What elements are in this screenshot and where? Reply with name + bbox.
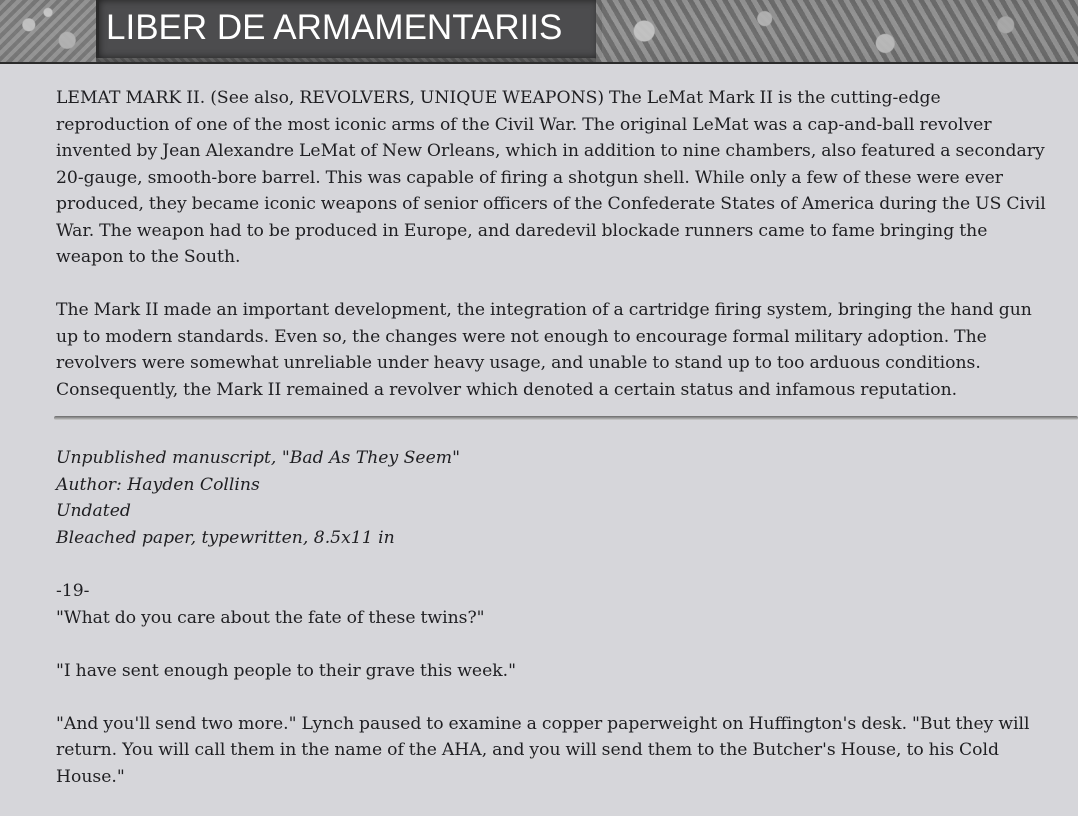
document-material: Bleached paper, typewritten, 8.5x11 in (56, 527, 395, 548)
story-line-2: "I have sent enough people to their grave this week." (56, 660, 517, 681)
story-line-1: "What do you care about the fate of these twins?" (56, 607, 485, 628)
entry-body (56, 85, 1056, 403)
entry-paragraph-1: LEMAT MARK II. (See also, REVOLVERS, UNIQUE WEAPONS) The LeMat Mark II is the cutting-edge reproduction of one of the most iconic arms of the Civil War. The original LeMat was a cap-and-ball revolver invented by Jean Alexandre LeMat of New Orleans, which in addition to nine chambers, also featured a secondary 20-gauge, smooth-bore barrel. This was capable of firing a shotgun shell. While only a few of these were ever produced, they became iconic weapons of senior officers of the Confederate States of America during the US Civil War. The weapon had to be produced in Europe, and daredevil blockade runners came to fame bringing the weapon to the South. (56, 88, 1046, 267)
entry-paragraph-2: The Mark II made an important development, the integration of a cartridge firing system, bringing the hand gun up to modern standards. Even so, the changes were not enough to encourage formal military adoption. The revolvers were somewhat unreliable under heavy usage, and unable to stand up to too arduous conditions. Consequently, the Mark II remained a revolver which denoted a certain status and infamous reputation. (56, 300, 1032, 400)
story-line-3: "And you'll send two more." Lynch paused to examine a copper paperweight on Huffington's desk. "But they will return. You will call them in the name of the AHA, and you will send them to the Butcher's House, to his Cold House." (56, 713, 1030, 787)
document-date: Undated (56, 501, 131, 521)
document-metadata (56, 445, 1056, 551)
ornament-left (0, 0, 96, 62)
header-banner (0, 0, 1078, 64)
document-author: Author: Hayden Collins (56, 474, 260, 495)
banner-title: LIBER DE ARMAMENTARIIS (106, 8, 563, 47)
section-divider (54, 416, 1078, 420)
page-number: -19- (56, 581, 90, 601)
document-title: Unpublished manuscript, "Bad As They Seem" (56, 448, 460, 468)
document-text (56, 578, 1056, 790)
ornament-right (596, 0, 1078, 62)
